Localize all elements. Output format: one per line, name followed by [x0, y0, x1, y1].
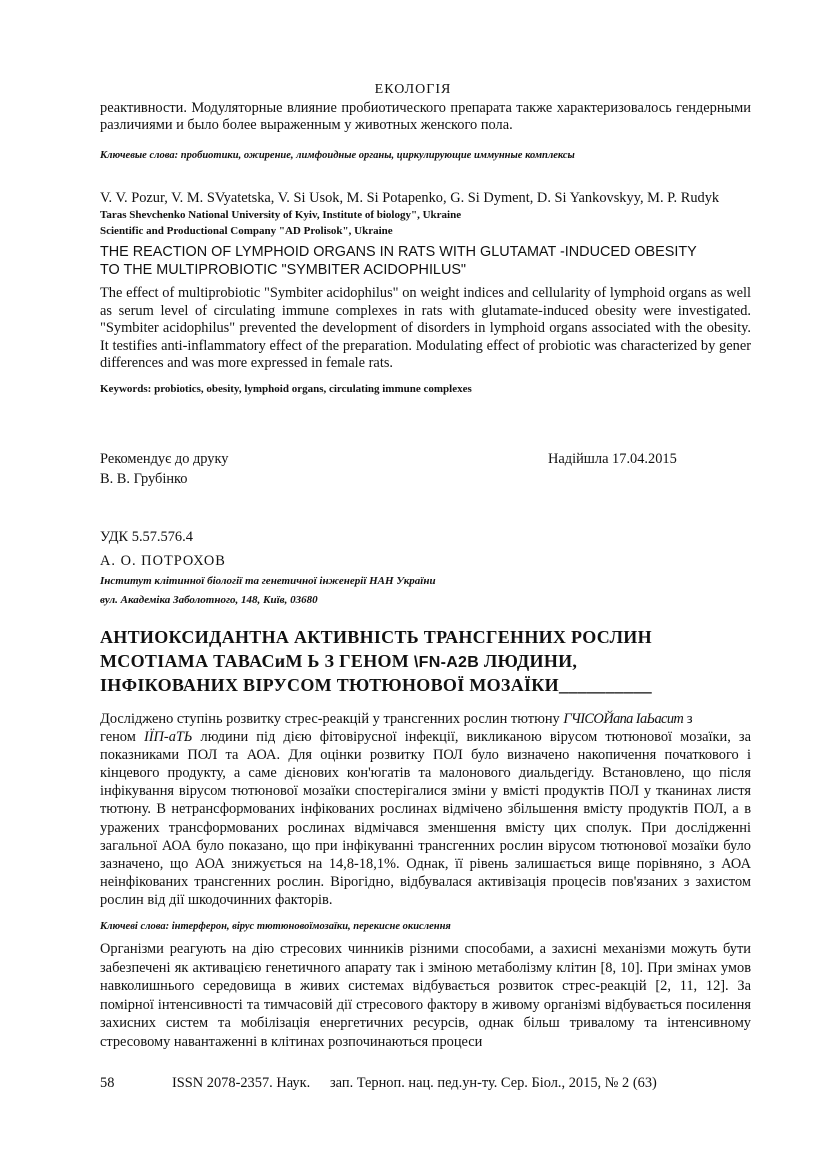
- ua-title-line-1: АНТИОКСИДАНТНА АКТИВНІСТЬ ТРАНСГЕННИХ РОСЛИН: [100, 627, 652, 647]
- ua-abstract: [100, 710, 751, 909]
- ua-abstract-text-1: Досліджено ступінь розвитку стрес-реакцій у трансгенних рослин тютюну: [100, 711, 564, 727]
- ua-affiliation-1: Інститут клітинної біології та генетичної інженерії НАН України: [100, 575, 436, 587]
- gene-name: \FN-A2B: [413, 654, 480, 671]
- author-name: А. О. ПОТРОХОВ: [100, 553, 226, 569]
- latin-plant-name: ГЧІСОЙапа ІаЬасит: [563, 711, 684, 727]
- ua-body-text: Організми реагують на дію стресових чинників різними способами, а захисні механізми можуть бути забезпечені як активацією генетичного апарату так і зміною метаболізму клітин [8, 10]. При змінах умов навколишнього середовища в живих системах відбувається розвиток стрес-реакцій [2, 11, 12]. За помірної інтенсивності та тимчасовій дії стресового фактору в живому організмі відбувається посилення захисних систем та мобілізація енергетичних ресурсів, однак більш тривалому та інтенсивному стресовому навантаженні в клітинах розпочинаються процеси: [100, 941, 751, 1050]
- ua-affiliation-2: вул. Академіка Заболотного, 148, Київ, 03680: [100, 594, 318, 606]
- en-authors: V. V. Pozur, V. M. SVyatetska, V. Si Usok, M. Si Potapenko, G. Si Dyment, D. Si Yankovskyy, M. P. Rudyk: [100, 190, 720, 206]
- ua-keywords: Ключеві слова: інтерферон, вірус тютюновоїмозаїки, перекисне окислення: [100, 921, 451, 932]
- en-title-line-2: TO THE MULTIPROBIOTIC "SYMBITER ACIDOPHILUS": [100, 262, 467, 278]
- recommender-name: В. В. Грубінко: [100, 471, 188, 487]
- en-affiliation-2: Scientific and Productional Company "AD Prolisok", Ukraine: [100, 225, 393, 237]
- gene-symbol: ІЇП-аТЬ: [143, 729, 193, 746]
- en-abstract: The effect of multiprobiotic "Symbiter acidophilus" on weight indices and cellularity of lymphoid organs as well as serum level of circulating immune complexes in rats with glutamate-induced obesity were investigated. "Symbiter acidophilus" prevented the development of disorders in lymphoid organs associated with the obesity. It testifies anti-inflammatory effect of the preparation. Modulating effect of probiotic was characterized by gener differences and was more expressed in female rats.: [100, 285, 751, 372]
- ua-title-line-3: ІНФІКОВАНИХ ВІРУСОМ ТЮТЮНОВОЇ МОЗАЇКИ__________: [100, 675, 652, 695]
- ua-abstract-text-2: з: [683, 711, 693, 727]
- ua-title-line-2-part-1: МСОТІАМА ТАВАСиМ Ь З ГЕНОМ: [100, 651, 414, 671]
- received-date: Надійшла 17.04.2015: [548, 451, 677, 467]
- recommend-label: Рекомендує до друку: [100, 451, 229, 467]
- ua-title-line-2-part-2: ЛЮДИНИ,: [479, 651, 578, 671]
- footer-issn: ISSN 2078-2357. Наук.: [172, 1075, 311, 1091]
- ru-summary-tail: реактивности. Модуляторные влияние пробиотического препарата также характеризовалось гендерными различиями и было более выраженным у животных женского пола.: [100, 100, 751, 133]
- footer-journal: зап. Терноп. нац. пед.ун-ту. Сер. Біол., 2015, № 2 (63): [330, 1075, 657, 1091]
- udc-code: УДК 5.57.576.4: [100, 529, 193, 545]
- ru-keywords: Ключевые слова: пробиотики, ожирение, лимфоидные органы, циркулирующие иммунные комплексы: [100, 150, 575, 161]
- ua-abstract-text-3: геном: [100, 729, 144, 746]
- en-keywords: Keywords: probiotics, obesity, lymphoid organs, circulating immune complexes: [100, 383, 472, 395]
- running-header: ЕКОЛОГІЯ: [374, 82, 452, 97]
- page-number: 58: [100, 1075, 115, 1091]
- en-title-line-1: THE REACTION OF LYMPHOID ORGANS IN RATS WITH GLUTAMAT -INDUCED OBESITY: [100, 244, 697, 260]
- en-affiliation-1: Taras Shevchenko National University of Kyiv, Institute of biology", Ukraine: [100, 209, 462, 221]
- ua-abstract-text-4: людини під дією фітовірусної інфекції, викликаною вірусом тютюнової мозаїки, за показниками ПОЛ та АОА. Для оцінки розвитку ПОЛ було визначено накопичення початкового і кінцевого продукту, а саме дієнових кон'югатів та малонового диальдегіду. Встановлено, що після інфікування вірусом тютюнової мозаїки спостерігалися зміни у вмісті продуктів ПОЛ у тканинах листя тютюну. В нетрансформованих інфікованих рослинах відмічено збільшення вмісту продуктів ПОЛ, а в уражених трансформованих рослинах відмічався зменшення вмісту цих сполук. При дослідженні загальної АОА було показано, що при інфікуванні трансгенних рослин вірусом тютюнової мозаїки було зазначено, що АОА знижується на 14,8-18,1%. Однак, її рівень залишається вище порівняно, з АОА неінфікованих трансгенних рослин. Вірогідно, відбувалася активізація процесів пов'язаних з захистом рослин від дії шкодочинних факторів.: [100, 729, 751, 908]
